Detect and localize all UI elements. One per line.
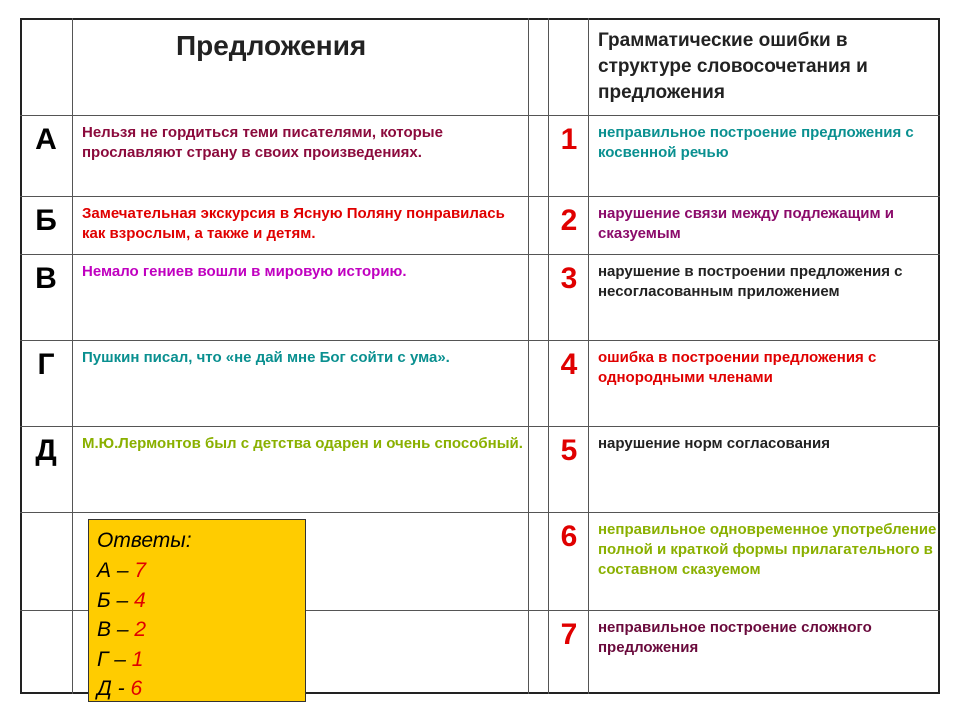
error-description: нарушение норм согласования bbox=[598, 435, 830, 452]
error-description: неправильное построение сложного предложения bbox=[598, 619, 872, 656]
error-number: 4 bbox=[560, 348, 578, 381]
row-divider bbox=[20, 512, 940, 513]
error-number: 5 bbox=[560, 434, 578, 467]
answer-key: Б – bbox=[97, 588, 129, 612]
answer-item bbox=[97, 645, 297, 675]
row-letter: Г bbox=[37, 348, 55, 381]
answers-box bbox=[88, 519, 306, 702]
answer-key: А – bbox=[97, 559, 129, 582]
error-description: неправильное построение предложения с косвенной речью bbox=[598, 124, 914, 161]
error-number: 6 bbox=[560, 520, 578, 553]
answers-list bbox=[97, 556, 297, 704]
answer-key: Г – bbox=[97, 647, 126, 671]
error-number: 7 bbox=[560, 618, 578, 651]
sentence-text: Немало гениев вошли в мировую историю. bbox=[82, 263, 407, 280]
answer-key: В – bbox=[97, 618, 129, 641]
row-letter: Д bbox=[35, 434, 57, 467]
sentence-text: Пушкин писал, что «не дай мне Бог сойти с ума». bbox=[82, 349, 450, 366]
row-letter: В bbox=[35, 262, 57, 295]
error-description: нарушение в построении предложения с несогласованным приложением bbox=[598, 263, 903, 300]
error-description: нарушение связи между подлежащим и сказуемым bbox=[598, 205, 894, 242]
column-divider bbox=[72, 18, 73, 694]
row-divider bbox=[20, 426, 940, 427]
column-divider bbox=[548, 18, 549, 694]
row-divider bbox=[20, 196, 940, 197]
error-number: 2 bbox=[560, 204, 578, 237]
row-divider bbox=[20, 115, 940, 116]
sentence-text: Нельзя не гордиться теми писателями, которые прославляют страну в своих произведениях. bbox=[82, 124, 443, 161]
errors-header: Грамматические ошибки в структуре словосочетания и предложения bbox=[598, 30, 868, 103]
row-divider bbox=[20, 340, 940, 341]
error-number: 1 bbox=[560, 123, 578, 156]
sentences-header: Предложения bbox=[176, 30, 367, 61]
sentence-text: М.Ю.Лермонтов был с детства одарен и очень способный. bbox=[82, 435, 523, 452]
error-description: ошибка в построении предложения с однородными членами bbox=[598, 349, 877, 386]
row-letter: Б bbox=[35, 204, 57, 237]
answer-item bbox=[97, 586, 297, 616]
answer-key: Д - bbox=[97, 677, 125, 700]
answer-item bbox=[97, 615, 297, 645]
answer-item bbox=[97, 556, 297, 586]
answer-value: 1 bbox=[131, 647, 144, 671]
column-divider bbox=[588, 18, 589, 694]
row-letter: А bbox=[35, 123, 57, 156]
answer-item bbox=[97, 674, 297, 704]
answers-title: Ответы: bbox=[97, 529, 192, 552]
row-divider bbox=[20, 254, 940, 255]
answer-value: 2 bbox=[134, 618, 147, 641]
error-description: неправильное одновременное употребление полной и краткой формы прилагательного в составном сказуемом bbox=[598, 521, 937, 578]
answer-value: 6 bbox=[130, 677, 143, 700]
error-number: 3 bbox=[560, 262, 578, 295]
sentence-text: Замечательная экскурсия в Ясную Поляну понравилась как взрослым, а также и детям. bbox=[82, 205, 505, 242]
answer-value: 4 bbox=[134, 588, 146, 612]
answer-value: 7 bbox=[134, 559, 147, 582]
